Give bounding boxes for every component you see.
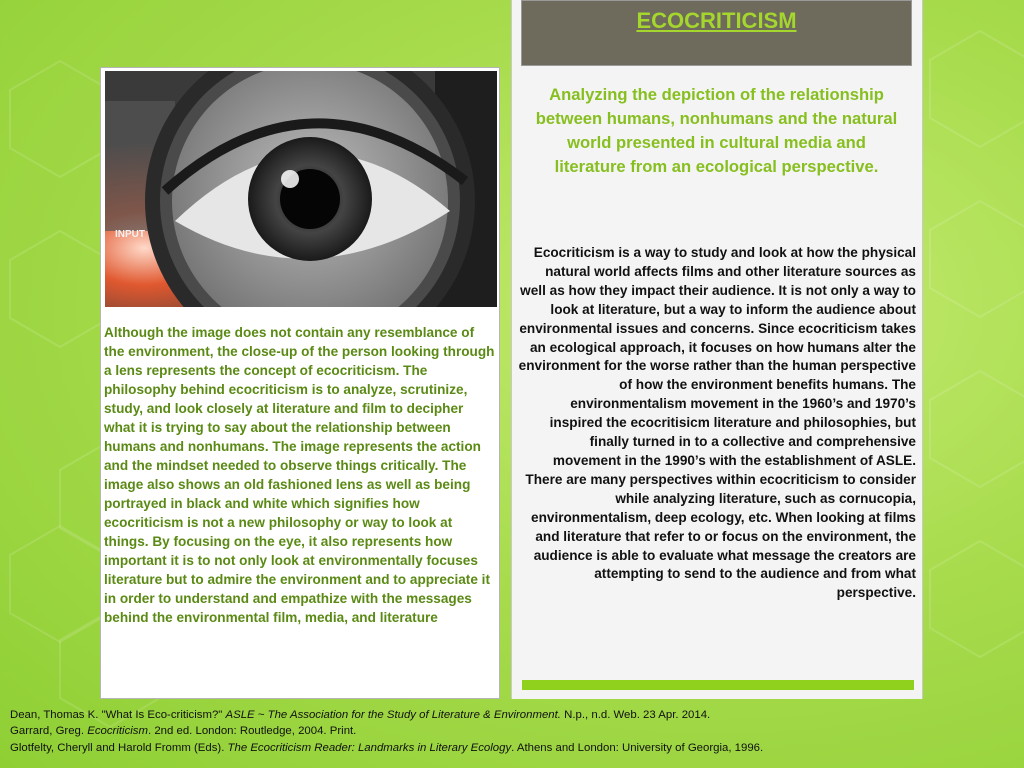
accent-bar (522, 680, 914, 690)
content-panel (511, 0, 923, 699)
slide-title: ECOCRITICISM (636, 8, 797, 33)
reference-text: Garrard, Greg. (10, 725, 88, 738)
reference-title: The Ecocriticism Reader: Landmarks in Literary Ecology (227, 741, 512, 754)
reference-item (10, 723, 1014, 739)
eye-lens-photo (105, 71, 497, 307)
photo-label: INPUT (115, 229, 145, 240)
title-bar (521, 0, 912, 66)
reference-text: Glotfelty, Cheryll and Harold Fromm (Eds). (10, 741, 228, 754)
references (10, 707, 1014, 756)
slide-subtitle: Analyzing the depiction of the relationship between humans, nonhumans and the natural world presented in cultural media and literature from an ecological perspective. (535, 85, 898, 176)
reference-item (10, 707, 1014, 723)
image-caption: Although the image does not contain any resemblance of the environment, the close-up of the person looking through a lens represents the concept of ecocriticism. The philosophy behind ecocriticism is to analyze, scrutinize, study, and look closely at literature and film to decipher what it is trying to say about the relationship between humans and nonhumans. The image represents the action and the mindset needed to observe things critically. The image also shows an old fashioned lens as well as being portrayed in black and white which signifies how ecocriticism is not a new philosophy or way to look at things. By focusing on the eye, it also represents how important it is to not only look at environmentally focuses literature but to admire the environment and to appreciate it in order to understand and empathize with the messages behind the environmental film, media, and literature (104, 325, 495, 625)
eye-lens-illustration (105, 71, 497, 307)
reference-title: ASLE ~ The Association for the Study of Literature & Environment. (225, 709, 561, 721)
image-panel (100, 67, 500, 699)
reference-text: N.p., n.d. Web. 23 Apr. 2014. (560, 709, 711, 721)
reference-item (10, 740, 1014, 756)
reference-text: Dean, Thomas K. "What Is Eco-criticism?" (10, 709, 226, 721)
reference-text: . Athens and London: University of Georgia, 1996. (511, 741, 764, 754)
reference-title: Ecocriticism (87, 725, 148, 738)
slide-body-text: Ecocriticism is a way to study and look at how the physical natural world affects films and other literature sources as well as how they impact their audience. It is not only a way to look at literature, but a way to inform the audience about environmental issues and concerns. Since ecocriticism takes an ecological approach, it focuses on how humans alter the environment for the worse rather than the human perspective of how the environment benefits humans. The environmentalism movement in the 1960’s and 1970’s inspired the ecocritisicm literature and philosophies, but finally turned in to a collective and comprehensive movement in the 1990’s with the establishment of ASLE. There are many perspectives within ecocriticism to consider while analyzing literature, such as cornucopia, environmentalism, deep ecology, etc. When looking at films and literature that refer to or focus on the environment, the audience is able to evaluate what message the creators are attempting to send to the audience and from what perspective. (518, 245, 916, 601)
reference-text: . 2nd ed. London: Routledge, 2004. Print. (148, 725, 357, 738)
